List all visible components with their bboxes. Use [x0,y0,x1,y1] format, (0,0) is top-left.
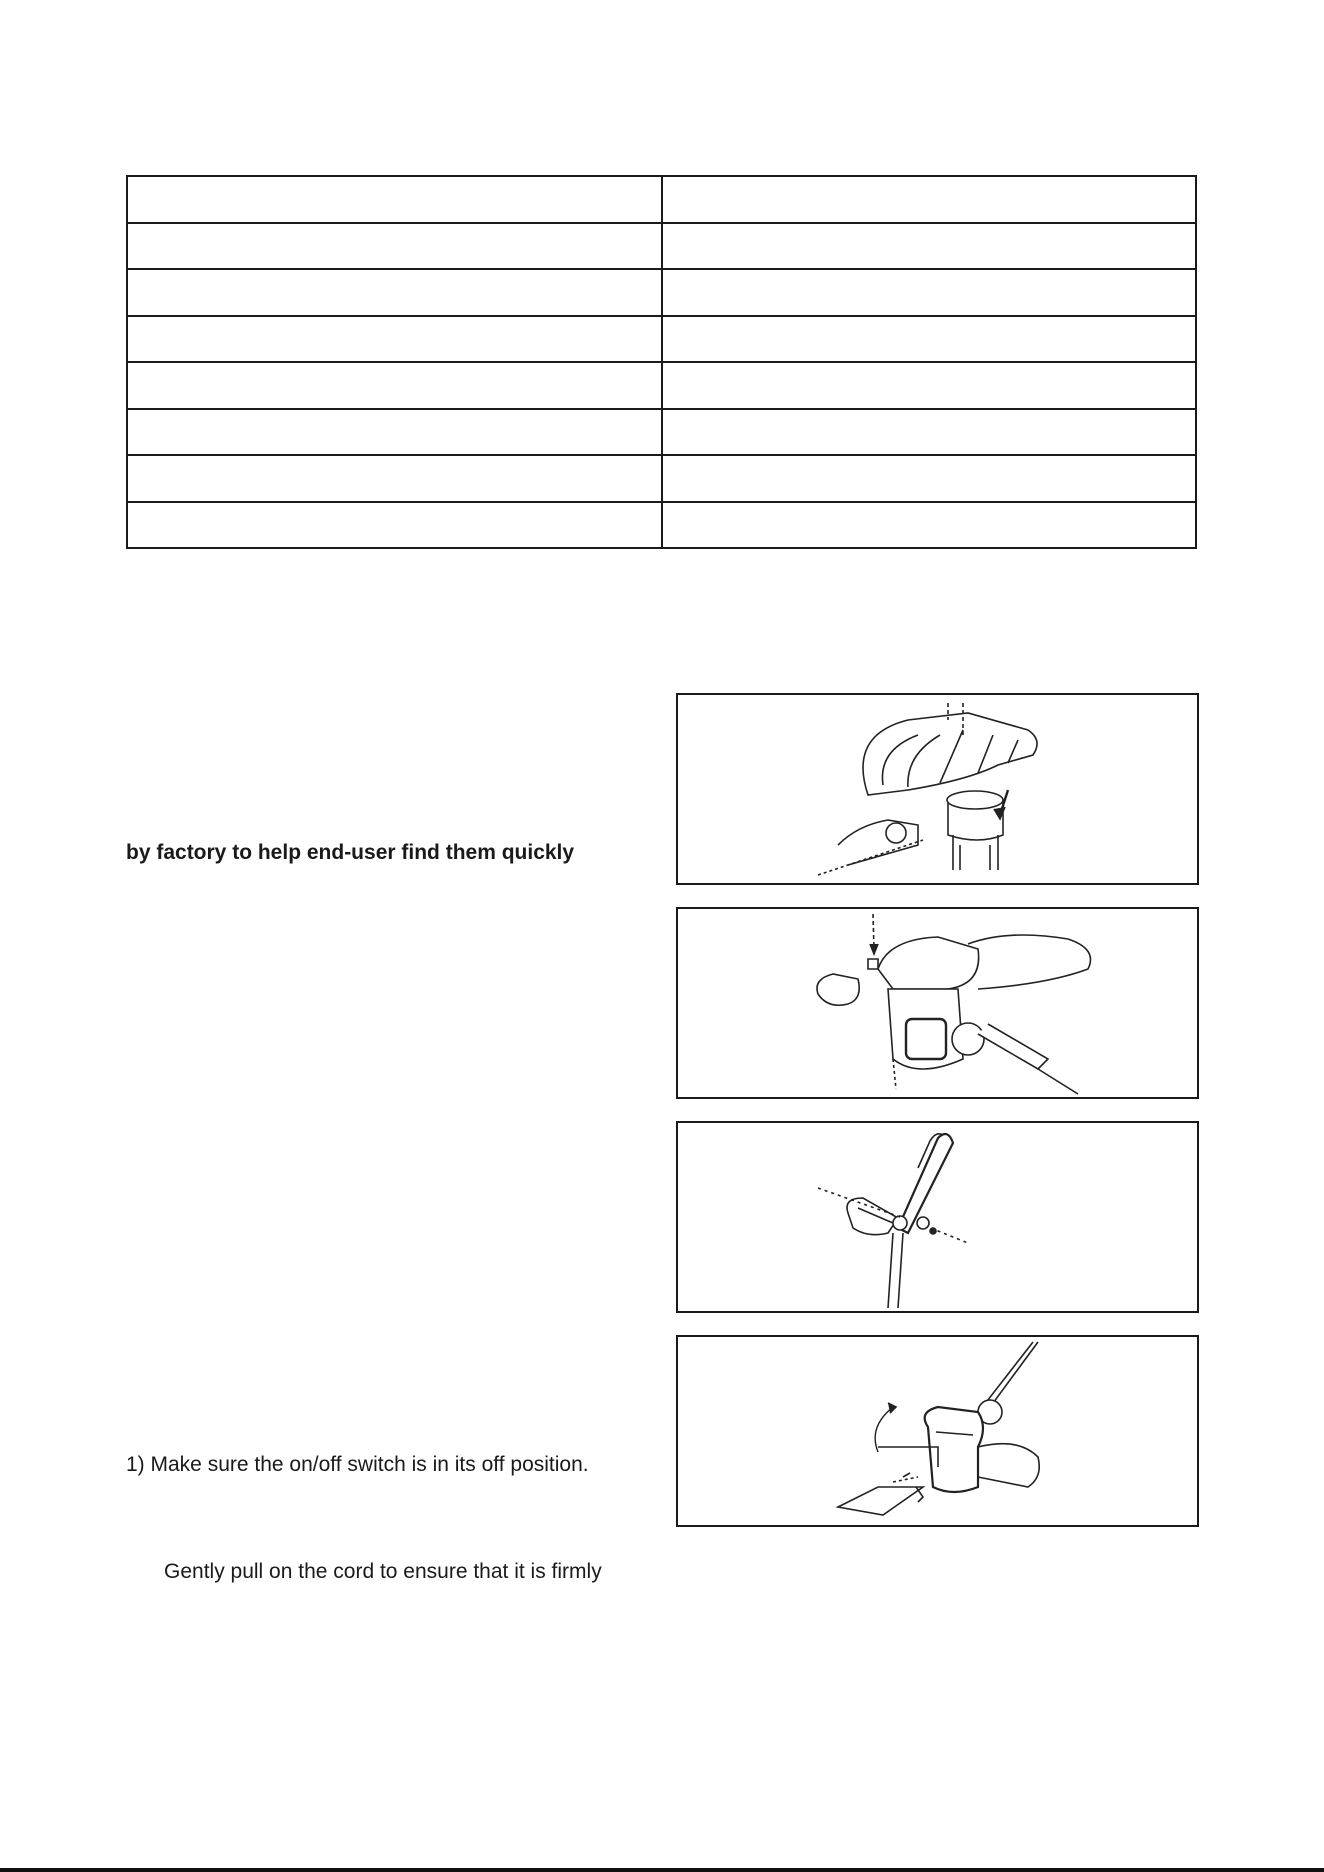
spec-table-row [127,316,1196,363]
spec-table-cell [662,502,1197,549]
spec-table-cell [662,176,1197,223]
spec-table-row [127,223,1196,270]
spec-table-cell [662,455,1197,502]
spec-table-cell [662,409,1197,456]
spec-table-cell [662,223,1197,270]
spec-table-cell [127,362,662,409]
spec-table-row [127,362,1196,409]
spec-table-cell [662,362,1197,409]
spec-table-row [127,269,1196,316]
page-bottom-edge [0,1868,1324,1872]
handle-assembly-illustration-icon [678,1123,1197,1311]
spec-table-cell [127,269,662,316]
spec-table-cell [662,316,1197,363]
factory-note: by factory to help end-user find them quickly [126,841,575,864]
figure-guard-attach [676,693,1199,885]
figure-edge-guide [676,1335,1199,1527]
figure-handle-assembly [676,1121,1199,1313]
step-1-text: 1) Make sure the on/off switch is in its off position. [126,1453,589,1476]
spec-table [126,175,1197,549]
guard-screw-illustration-icon [678,909,1197,1097]
spec-table-cell [127,409,662,456]
figure-guard-screw [676,907,1199,1099]
spec-table-cell [127,176,662,223]
cord-note-text: Gently pull on the cord to ensure that it is firmly [164,1560,602,1583]
spec-table-row [127,409,1196,456]
spec-table-cell [127,316,662,363]
spec-table-cell [127,455,662,502]
guard-attach-illustration-icon [678,695,1197,883]
spec-table-row [127,455,1196,502]
spec-table-row [127,502,1196,549]
spec-table-row [127,176,1196,223]
edge-guide-illustration-icon [678,1337,1197,1525]
spec-table-cell [662,269,1197,316]
spec-table-cell [127,223,662,270]
spec-table-cell [127,502,662,549]
